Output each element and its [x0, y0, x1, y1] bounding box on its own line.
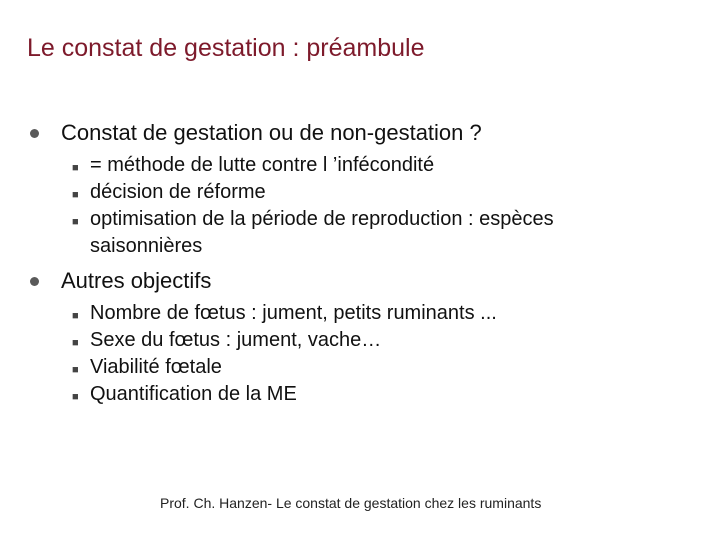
square-bullet-icon: ■	[72, 337, 79, 349]
bullet-dot-icon	[30, 129, 39, 138]
sub-bullet-item	[30, 152, 650, 179]
slide-title: Le constat de gestation : préambule	[27, 34, 425, 62]
square-bullet-icon: ■	[72, 216, 79, 228]
sub-bullet-text: Nombre de fœtus : jument, petits ruminants ...	[90, 302, 497, 324]
sub-bullet-item	[30, 179, 650, 206]
sub-bullet-item	[30, 327, 650, 354]
bullet-autres-objectifs	[30, 266, 690, 296]
square-bullet-icon: ■	[72, 310, 79, 322]
sub-bullet-text: Viabilité fœtale	[90, 356, 222, 378]
square-bullet-icon: ■	[72, 364, 79, 376]
sub-bullet-list	[30, 152, 690, 260]
sub-bullet-item	[30, 381, 650, 408]
sub-bullet-text: décision de réforme	[90, 181, 266, 203]
bullet-label: Constat de gestation ou de non-gestation ?	[61, 120, 482, 145]
sub-bullet-list	[30, 300, 690, 408]
sub-bullet-text: = méthode de lutte contre l ’infécondité	[90, 154, 435, 176]
slide-footer: Prof. Ch. Hanzen- Le constat de gestation chez les ruminants	[160, 495, 542, 511]
sub-bullet-item	[30, 300, 650, 327]
square-bullet-icon: ■	[72, 189, 79, 201]
sub-bullet-text: Quantification de la ME	[90, 383, 297, 405]
bullet-constat	[30, 118, 690, 148]
bullet-label: Autres objectifs	[61, 268, 212, 293]
bullet-dot-icon	[30, 277, 39, 286]
sub-bullet-text: Sexe du fœtus : jument, vache…	[90, 329, 382, 351]
sub-bullet-item	[30, 354, 650, 381]
square-bullet-icon: ■	[72, 391, 79, 403]
slide-content	[30, 118, 690, 414]
sub-bullet-item	[30, 206, 650, 260]
sub-bullet-text: optimisation de la période de reproduction : espèces saisonnières	[90, 208, 554, 257]
square-bullet-icon: ■	[72, 162, 79, 174]
